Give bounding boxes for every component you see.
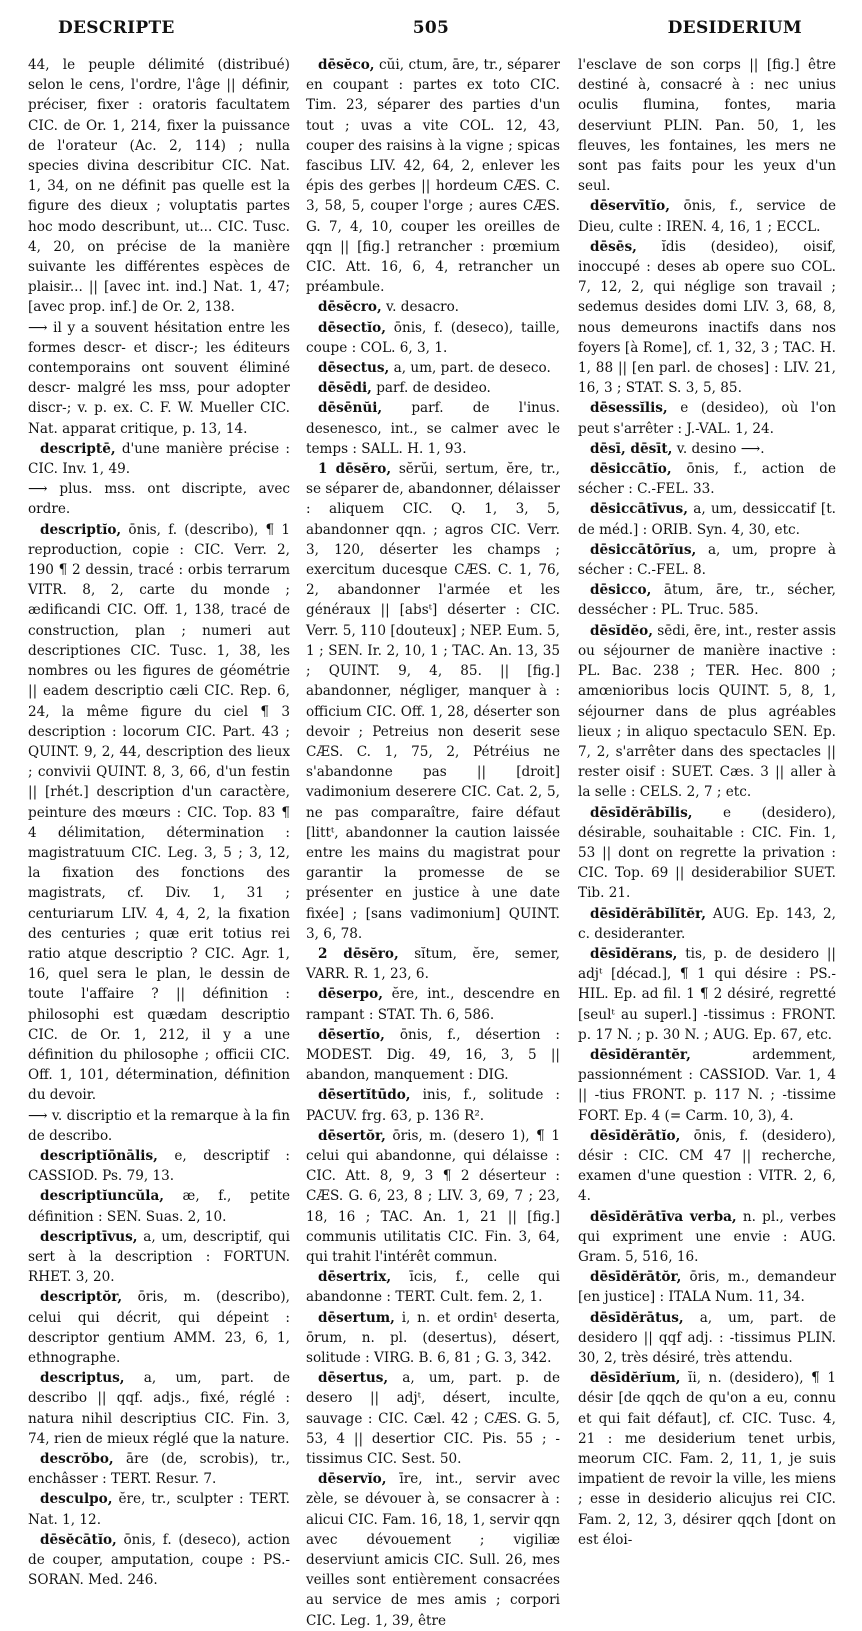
entry-headword: dēsĕco, <box>318 57 375 73</box>
entry-headword: dēsertum, <box>318 1309 395 1326</box>
dictionary-entry <box>578 55 836 196</box>
entry-text: ĕre, int., descendre en rampant : STAT. Th. 6, 586. <box>306 986 561 1023</box>
dictionary-entry <box>578 540 836 580</box>
entry-text: æ, f., petite définition : SEN. Suas. 2, 10. <box>28 1188 290 1225</box>
entry-headword: dēsertĭo, <box>318 1026 385 1043</box>
dictionary-entry <box>28 439 290 479</box>
entry-text: tis, p. de desidero || adjᵗ [décad.], ¶ 1 qui désire : PS.-HIL. Ep. ad fil. 1 ¶ 2 désiré, regretté [seulᵗ au superl.] -tissimus : FRONT. p. 17 N. ; p. 30 N. ; AUG. Ep. 67, etc. <box>578 945 836 1043</box>
entry-text: parf. de l'inus. desenesco, int., se calmer avec le temps : SALL. H. 1, 93. <box>306 400 560 457</box>
dictionary-entry <box>306 459 560 944</box>
header-left-guideword: DESCRIPTE <box>58 18 175 38</box>
entry-text: v. desino ⟶. <box>676 440 765 457</box>
dictionary-entry <box>306 984 560 1024</box>
dictionary-entry <box>306 944 560 984</box>
entry-text: āre (de, scrobis), tr., enchâsser : TERT. Resur. 7. <box>28 1451 291 1488</box>
dictionary-entry <box>28 1227 290 1288</box>
entry-text: parf. de desideo. <box>376 380 491 397</box>
entry-headword: descriptĭōnālis, <box>40 1147 158 1164</box>
entry-text: ōnis, f. (deseco), taille, coupe : COL. 6, 3, 1. <box>306 319 560 356</box>
dictionary-entry <box>306 1126 560 1267</box>
entry-headword: descriptĭuncŭla, <box>40 1188 164 1205</box>
entry-headword: dēservītĭo, <box>590 198 670 215</box>
dictionary-entry <box>578 499 836 539</box>
entry-text: ōris, m. (desero 1), ¶ 1 celui qui abandonne, qui délaisse : CIC. Att. 8, 9, 3 ¶ 2 déserteur : CÆS. G. 6, 23, 8 ; LIV. 3, 69, 7 ; 23, 18, 16 ; TAC. An. 1, 21 || [fig.] communis utilitatis CIC. Fin. 3, 64, qui trahit l'intérêt commun. <box>306 1127 560 1265</box>
dictionary-entry <box>578 904 836 944</box>
dictionary-entry <box>578 439 836 459</box>
entry-text: sĭtum, ĕre, semer, VARR. R. 1, 23, 6. <box>306 945 561 983</box>
entry-text: inis, f., solitude : PACUV. frg. 63, p. 136 R². <box>306 1087 560 1124</box>
entry-text: ĕre, tr., sculpter : TERT. Nat. 1, 12. <box>28 1491 290 1528</box>
entry-text: a, um, propre à sécher : C.-FEL. 8. <box>578 541 836 579</box>
dictionary-entry <box>578 237 836 399</box>
entry-text: a, um, part. de desidero || qqf adj. : -tissimus PLIN. 30, 2, très désiré, très attendu. <box>578 1309 836 1366</box>
dictionary-entry <box>578 621 836 803</box>
entry-headword: 1 dēsĕro, <box>318 461 392 478</box>
dictionary-entry <box>28 1106 290 1146</box>
entry-text: īcis, f., celle qui abandonne : TERT. Cult. fem. 2, 1. <box>306 1269 560 1306</box>
entry-text: ōnis, f., service de Dieu, culte : IREN. 4, 16, 1 ; ECCL. <box>578 198 837 235</box>
entry-text: sēdi, ēre, int., rester assis ou séjourner de manière inactive : PL. Bac. 238 ; TER. Hec. 800 ; amœnioribus locis QUINT. 5, 8, 1, séjourner dans de plus agréables lieux ; in aliquo spectaculo SEN. Ep. 7, 2, s'arrêter dans des spectacles || rester oisif : SUET. Cæs. 3 || aller à la selle : CELS. 2, 7 ; etc. <box>578 622 836 801</box>
entry-text: ōnis, f., désertion : MODEST. Dig. 49, 16, 3, 5 || abandon, manquement : DIG. <box>306 1026 560 1084</box>
dictionary-entry <box>28 479 290 519</box>
entry-text: i, n. et ordinᵗ deserta, ōrum, n. pl. (desertus), désert, solitude : VIRG. B. 6, 81 ; G. 3, 342. <box>306 1309 561 1366</box>
entry-headword: dēsēnŭi, <box>318 400 383 417</box>
entry-headword: dēsertus, <box>318 1370 389 1387</box>
dictionary-entry <box>306 1267 560 1307</box>
column-3 <box>578 55 837 1548</box>
entry-text: a, um, descriptif, qui sert à la description : FORTUN. RHET. 3, 20. <box>28 1228 290 1286</box>
dictionary-entry <box>578 944 836 1045</box>
entry-headword: dēsīdĕrātus, <box>590 1309 684 1326</box>
entry-headword: dēsīdĕrātĭo, <box>590 1127 681 1144</box>
entry-headword: dēsertŏr, <box>318 1127 386 1144</box>
dictionary-entry <box>306 1368 560 1469</box>
dictionary-entry <box>306 1469 560 1631</box>
dictionary-entry <box>578 398 836 438</box>
entry-text: ōris, m. (describo), celui qui décrit, qui dépeint : descriptor gentium AMM. 23, 6, 1, ethnographe. <box>28 1289 290 1366</box>
entry-text: ōnis, f. (desidero), désir : CIC. CM 47 || recherche, examen d'une question : VITR. 2, 6, 4. <box>578 1127 836 1205</box>
entry-text: a, um, part. de describo || qqf. adjs., fixé, réglé : natura nihil descriptius CIC. Fin. 3, 74, rien de mieux réglé que la nature. <box>28 1370 290 1447</box>
entry-headword: descriptīvus, <box>40 1228 138 1245</box>
dictionary-entry <box>578 1368 836 1550</box>
dictionary-entry <box>578 459 836 499</box>
entry-headword: dēsectĭo, <box>318 319 386 336</box>
entry-headword: descriptē, <box>40 440 116 457</box>
dictionary-entry <box>578 1308 836 1369</box>
entry-headword: dēsīdĕrĭum, <box>590 1370 681 1387</box>
dictionary-entry <box>306 55 560 297</box>
dictionary-entry <box>578 1207 836 1268</box>
entry-headword: dēsīdĕrābĭlĭtĕr, <box>590 905 706 922</box>
entry-headword: descrŏbo, <box>40 1451 114 1468</box>
entry-headword: dēsĕcātĭo, <box>40 1531 117 1548</box>
entry-headword: dēsĭdĕo, <box>590 622 653 639</box>
entry-headword: dēservĭo, <box>318 1471 387 1488</box>
dictionary-entry <box>306 1085 560 1125</box>
dictionary-entry <box>28 55 290 318</box>
dictionary-entry <box>28 1146 290 1186</box>
entry-text: ōris, m., demandeur [en justice] : ITALA Num. 11, 34. <box>578 1269 836 1306</box>
entry-text: e, descriptif : CASSIOD. Ps. 79, 13. <box>28 1147 290 1185</box>
entry-text: ōnis, f. (describo), ¶ 1 reproduction, copie : CIC. Verr. 2, 190 ¶ 2 dessin, tracé : orbis terrarum VITR. 8, 2, carte du monde ; ædificandi CIC. Off. 1, 138, tracé de construction, plan ; numeri aut descriptiones CIC. Tusc. 1, 38, les nombres ou les figures de géométrie || eadem descriptio cæli CIC. Rep. 6, 24, la même figure du ciel ¶ 3 description : locorum CIC. Part. 43 ; QUINT. 9, 2, 44, description des lieux ; convivii QUINT. 8, 3, 66, d'un festin || [rhét.] description d'un caractère, peinture des mœurs : CIC. Top. 83 ¶ 4 délimitation, détermination : magistratuum CIC. Leg. 3, 5 ; 3, 12, la fixation des fonctions des magistrats, cf. Div. 1, 31 ; centuriarum LIV. 4, 4, 2, la fixation des centuries ; quæ erit totius rei ratio atque descriptio ? CIC. Agr. 1, 16, quel sera le plan, le dessin de toute l'affaire ? || définition : philosophi est quædam descriptio CIC. de Or. 1, 212, il y a une définition du philosophe ; officii CIC. Off. 1, 101, détermination, définition du devoir. <box>28 521 290 1104</box>
entry-text: ātum, āre, tr., sécher, dessécher : PL. Truc. 585. <box>578 582 836 619</box>
dictionary-entry <box>28 1489 290 1529</box>
dictionary-entry <box>28 1186 290 1226</box>
entry-text: a, um, dessiccatif [t. de méd.] : ORIB. Syn. 4, 30, etc. <box>578 501 836 538</box>
entry-text: e (desideo), où l'on peut s'arrêter : J.-VAL. 1, 24. <box>578 400 836 437</box>
entry-headword: dēsessĭlis, <box>590 400 668 417</box>
entry-text: e (desidero), désirable, souhaitable : CIC. Fin. 1, 53 || dont on regrette la privation : CIC. Top. 69 || desiderabilior SUET. Tib. 21. <box>578 804 837 902</box>
dictionary-entry <box>578 1267 836 1307</box>
dictionary-entry <box>28 520 290 1106</box>
entry-headword: dēsēs, <box>590 238 637 255</box>
entry-text: d'une manière précise : CIC. Inv. 1, 49. <box>28 440 290 478</box>
entry-text: ⟶ v. discriptio et la remarque à la fin de describo. <box>28 1107 290 1144</box>
dictionary-entry <box>306 378 560 398</box>
entry-headword: dēsiccātōrĭus, <box>590 541 697 558</box>
entry-headword: dēsicco, <box>590 582 652 599</box>
entry-text: ⟶ il y a souvent hésitation entre les formes descr- et discr-; les éditeurs contemporains ont souvent éliminé descr- malgré les mss, pour adopter discr-; v. p. ex. C. F. W. Mueller CIC. Nat. apparat critique, p. 13, 14. <box>28 319 290 437</box>
entry-headword: dēsĕcro, <box>318 299 382 316</box>
running-header <box>0 18 862 48</box>
header-right-guideword: DESIDERIUM <box>667 18 802 38</box>
entry-headword: dēserpo, <box>318 986 383 1003</box>
entry-text: cŭi, ctum, āre, tr., séparer en coupant : partes ex toto CIC. Tim. 23, séparer des parties d'un tout ; uvas a vite COL. 12, 43, couper des raisins à la vigne ; spicas fascibus LIV. 42, 64, 2, enlever les épis des gerbes || hordeum CÆS. C. 3, 58, 5, couper l'orge ; aures CÆS. G. 7, 4, 10, couper les oreilles de qqn || [fig.] retrancher : prœmium CIC. Att. 16, 6, 4, retrancher un préambule. <box>306 57 560 296</box>
dictionary-entry <box>28 1368 290 1449</box>
dictionary-entry <box>28 1449 290 1489</box>
entry-text: ĭdis (desideo), oisif, inoccupé : deses ab opere suo COL. 7, 12, 2, qui néglige son travail ; sedemus desides domi LIV. 3, 68, 8, nous demeurons inactifs dans nos foyers [à Rome], cf. 1, 32, 3 ; TAC. H. 1, 88 || [en parl. de choses] : LIV. 21, 16, 3 ; STAT. S. 3, 5, 85. <box>578 238 837 397</box>
dictionary-entry <box>28 1530 290 1591</box>
entry-headword: dēsectus, <box>318 360 390 377</box>
entry-headword: dēsīdĕrantĕr, <box>590 1046 691 1063</box>
entry-text: sĕrŭi, sertum, ĕre, tr., se séparer de, abandonner, délaisser : aliquem CIC. Q. 1, 3, 5, abandonner qqn. ; agros CIC. Verr. 3, 120, déserter les champs ; exercitum ducesque CÆS. C. 1, 76, 2, abandonner l'armée et les généraux || [absᵗ] déserter : CIC. Verr. 5, 110 [douteux] ; NEP. Eum. 5, 1 ; SEN. Ir. 2, 10, 1 ; TAC. An. 13, 35 ; QUINT. 9, 4, 85. || [fig.] abandonner, négliger, manquer à : officium CIC. Off. 1, 28, déserter son devoir ; Petreius non deserit sese CÆS. C. 1, 75, 2, Pétréius ne s'abandonne pas || [droit] vadimonium deserere CIC. Cat. 2, 5, ne pas comparaître, faire défaut [littᵗ, abandonner la caution laissée entre les mains du magistrat pour garantir la promesse de se présenter en justice à une date fixée] ; [sans vadimonium] QUINT. 3, 6, 78. <box>306 461 560 942</box>
dictionary-entry <box>578 196 836 236</box>
entry-headword: descriptus, <box>40 1370 125 1387</box>
page-number: 505 <box>412 18 450 38</box>
entry-headword: dēsiccātĭo, <box>590 461 672 478</box>
entry-text: ardemment, passionnément : CASSIOD. Var. 1, 4 || -tius FRONT. p. 117 N. ; -tissime FORT. Ep. 4 (= Carm. 10, 3), 4. <box>578 1046 836 1124</box>
entry-headword: dēsīdĕrātīva verba, <box>590 1208 737 1225</box>
entry-text: ōnis, f. (deseco), action de couper, amputation, coupe : PS.-SORAN. Med. 246. <box>28 1531 290 1589</box>
entry-text: ōnis, f., action de sécher : C.-FEL. 33. <box>578 461 836 498</box>
dictionary-entry <box>306 318 560 358</box>
dictionary-entry <box>28 1287 290 1368</box>
entry-headword: descriptŏr, <box>40 1289 123 1306</box>
entry-text: a, um, part. de deseco. <box>393 360 551 377</box>
entry-headword: dēsīdĕrātŏr, <box>590 1269 682 1286</box>
dictionary-entry <box>578 580 836 620</box>
entry-headword: dēsiccātīvus, <box>590 501 688 518</box>
entry-text: 44, le peuple délimité (distribué) selon le cens, l'ordre, l'âge || définir, préciser, fixer : oratoris facultatem CIC. de Or. 1, 214, fixer la puissance de l'orateur (Ac. 2, 114) ; nulla species divina describitur CIC. Nat. 1, 34, on ne définit pas quelle est la figure des dieux ; voluptatis partes hoc modo describunt, ut... CIC. Tusc. 4, 20, on précise de la manière suivante les différentes espèces de plaisir... || [avec int. ind.] Nat. 1, 47; [avec prop. inf.] de Or. 2, 138. <box>28 57 290 316</box>
entry-headword: dēsertrix, <box>318 1269 392 1286</box>
column-2 <box>306 55 561 1629</box>
column-1 <box>28 55 291 1589</box>
dictionary-entry <box>306 358 560 378</box>
dictionary-entry <box>306 297 560 317</box>
entry-headword: dēsīdĕrans, <box>590 945 678 962</box>
dictionary-entry <box>578 1045 836 1126</box>
entry-headword: dēsī, dēsīt, <box>590 440 673 457</box>
dictionary-entry <box>578 803 836 904</box>
entry-headword: desculpo, <box>40 1491 113 1508</box>
entry-headword: dēsīdĕrābĭlis, <box>590 804 693 821</box>
entry-text: īre, int., servir avec zèle, se dévouer à, se consacrer à : alicui CIC. Fam. 16, 18, 1, servir qqn avec dévouement ; vigiliæ deserviunt amicis CIC. Sull. 26, mes veilles sont entièrement consacrées au service de mes amis ; corpori CIC. Leg. 1, 39, être <box>306 1471 561 1629</box>
entry-text: v. desacro. <box>386 299 459 316</box>
dictionary-entry <box>28 318 290 439</box>
dictionary-entry <box>306 1025 560 1086</box>
entry-headword: dēsēdi, <box>318 380 372 397</box>
dictionary-entry <box>578 1126 836 1207</box>
entry-text: AUG. Ep. 143, 2, c. desideranter. <box>578 905 836 942</box>
entry-headword: dēsertĭtūdo, <box>318 1087 411 1104</box>
entry-text: n. pl., verbes qui expriment une envie : AUG. Gram. 5, 516, 16. <box>578 1208 837 1265</box>
entry-headword: descriptĭo, <box>40 521 122 538</box>
entry-text: ĭi, n. (desidero), ¶ 1 désir [de qqch de qu'on a eu, connu et qui fait défaut], cf. CIC. Tusc. 4, 21 : me desiderium tenet urbis, meorum CIC. Fam. 2, 11, 1, je suis impatient de revoir la ville, les miens ; esse in desiderio alicujus rei CIC. Fam. 2, 12, 3, désirer qqch [dont on est éloi- <box>578 1370 836 1548</box>
entry-text: a, um, part. p. de desero || adjᵗ, désert, inculte, sauvage : CIC. Cæl. 42 ; CÆS. G. 5, 53, 4 || desertior CIC. Pis. 55 ; -tissimus CIC. Sest. 50. <box>306 1370 560 1468</box>
dictionary-entry <box>306 398 560 459</box>
entry-headword: 2 dēsĕro, <box>318 945 399 962</box>
entry-text: ⟶ plus. mss. ont discripte, avec ordre. <box>28 481 290 518</box>
dictionary-entry <box>306 1308 560 1369</box>
entry-text: l'esclave de son corps || [fig.] être destiné à, consacré à : nec unius oculis flumina, fontes, maria deserviunt PLIN. Pan. 50, 1, les fleuves, les fontaines, les mers ne sont pas faits pour les yeux d'un seul. <box>578 57 836 195</box>
